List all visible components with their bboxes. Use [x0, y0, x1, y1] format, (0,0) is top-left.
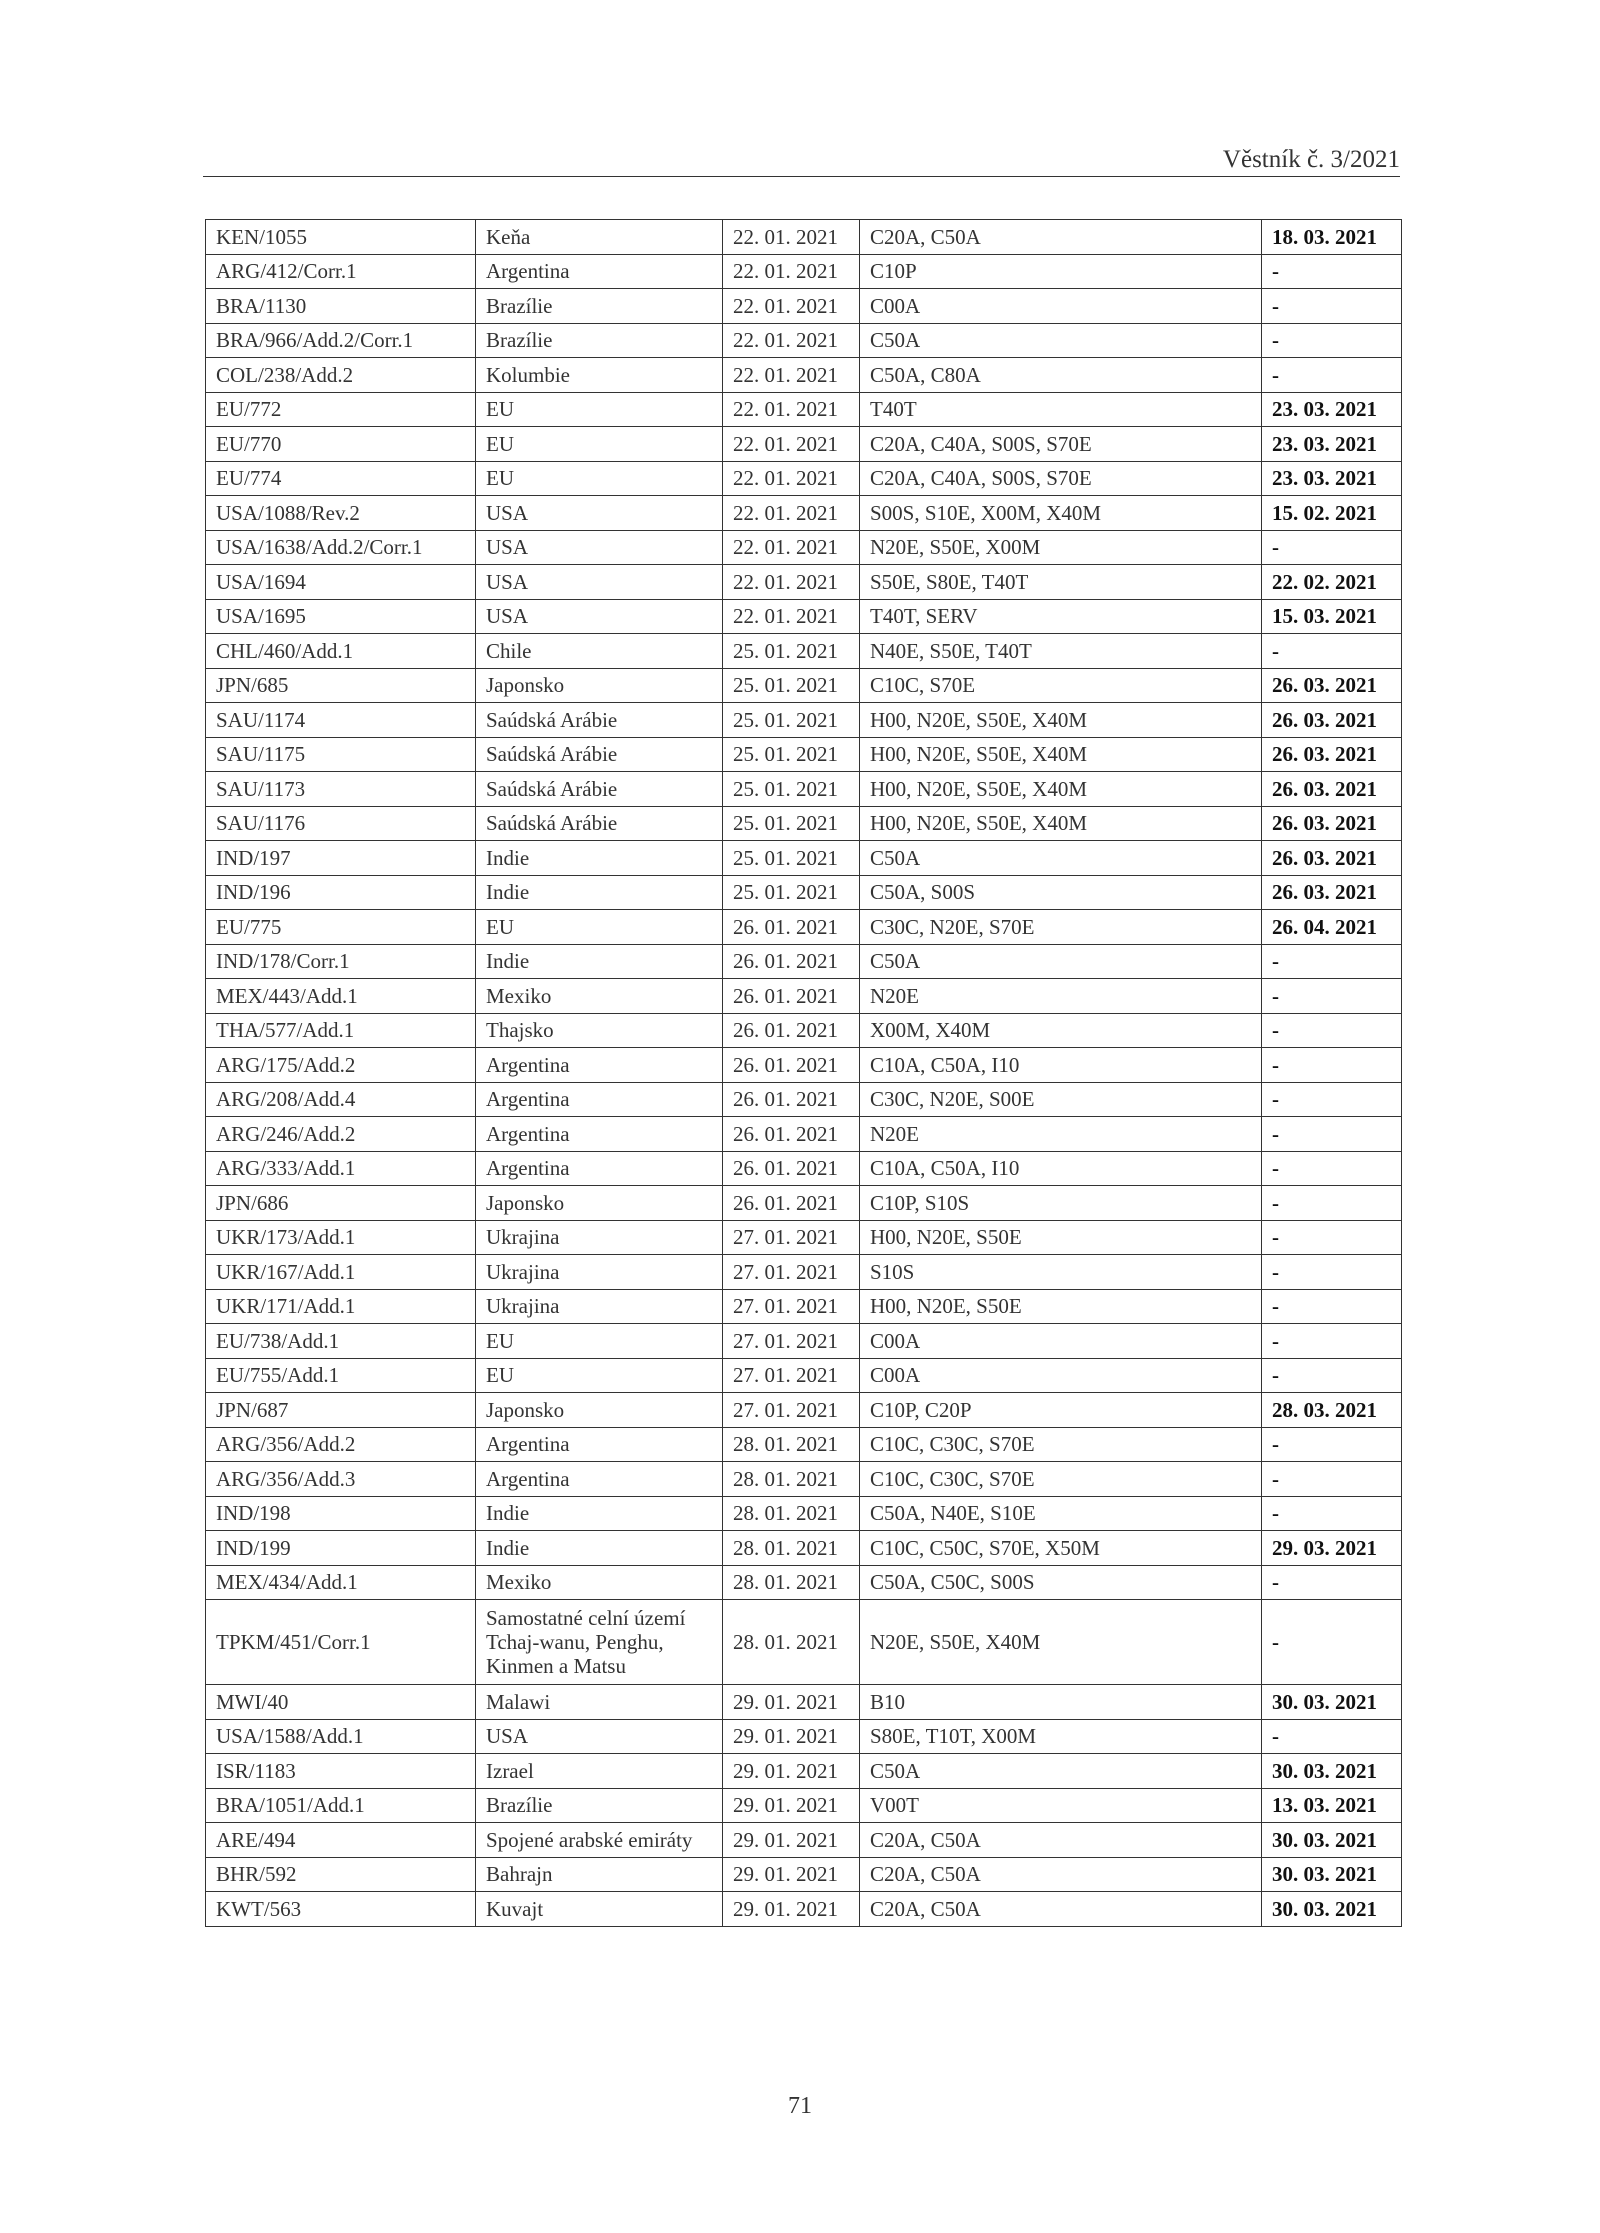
category-codes-cell: S80E, T10T, X00M [860, 1719, 1262, 1754]
table-row [206, 1531, 1402, 1566]
table-row [206, 1427, 1402, 1462]
deadline-cell: 26. 03. 2021 [1262, 875, 1402, 910]
country-cell: EU [476, 461, 723, 496]
category-codes-cell: C00A [860, 289, 1262, 324]
deadline-cell: - [1262, 1013, 1402, 1048]
deadline-cell: 23. 03. 2021 [1262, 461, 1402, 496]
table-row [206, 1892, 1402, 1927]
deadline-cell: - [1262, 1255, 1402, 1290]
country-cell: Saúdská Arábie [476, 806, 723, 841]
document-code-cell: THA/577/Add.1 [206, 1013, 476, 1048]
category-codes-cell: N40E, S50E, T40T [860, 634, 1262, 669]
table-row [206, 979, 1402, 1014]
country-cell: Malawi [476, 1685, 723, 1720]
deadline-cell: - [1262, 1565, 1402, 1600]
document-code-cell: ARG/175/Add.2 [206, 1048, 476, 1083]
table-row [206, 1082, 1402, 1117]
country-cell: EU [476, 392, 723, 427]
table-row [206, 1719, 1402, 1754]
document-code-cell: COL/238/Add.2 [206, 358, 476, 393]
table-row [206, 358, 1402, 393]
date-cell: 22. 01. 2021 [723, 599, 860, 634]
table-row [206, 1565, 1402, 1600]
document-code-cell: SAU/1176 [206, 806, 476, 841]
deadline-cell: 18. 03. 2021 [1262, 220, 1402, 255]
deadline-cell: - [1262, 1220, 1402, 1255]
country-cell: USA [476, 496, 723, 531]
date-cell: 25. 01. 2021 [723, 634, 860, 669]
document-code-cell: ARG/356/Add.3 [206, 1462, 476, 1497]
table-row [206, 1324, 1402, 1359]
country-cell: Indie [476, 944, 723, 979]
table-row [206, 1857, 1402, 1892]
category-codes-cell: N20E, S50E, X00M [860, 530, 1262, 565]
document-code-cell: IND/178/Corr.1 [206, 944, 476, 979]
table-row [206, 772, 1402, 807]
country-cell: Argentina [476, 254, 723, 289]
category-codes-cell: C50A, C50C, S00S [860, 1565, 1262, 1600]
category-codes-cell: C20A, C40A, S00S, S70E [860, 427, 1262, 462]
deadline-cell: 28. 03. 2021 [1262, 1393, 1402, 1428]
date-cell: 26. 01. 2021 [723, 944, 860, 979]
category-codes-cell: C20A, C50A [860, 1892, 1262, 1927]
table-row [206, 220, 1402, 255]
category-codes-cell: S50E, S80E, T40T [860, 565, 1262, 600]
document-code-cell: JPN/685 [206, 668, 476, 703]
document-code-cell: SAU/1174 [206, 703, 476, 738]
category-codes-cell: C00A [860, 1324, 1262, 1359]
category-codes-cell: C30C, N20E, S70E [860, 910, 1262, 945]
date-cell: 29. 01. 2021 [723, 1788, 860, 1823]
date-cell: 22. 01. 2021 [723, 220, 860, 255]
document-code-cell: EU/738/Add.1 [206, 1324, 476, 1359]
country-cell: Chile [476, 634, 723, 669]
country-cell: Bahrajn [476, 1857, 723, 1892]
table-row [206, 565, 1402, 600]
date-cell: 26. 01. 2021 [723, 1151, 860, 1186]
category-codes-cell: C10C, C50C, S70E, X50M [860, 1531, 1262, 1566]
date-cell: 27. 01. 2021 [723, 1393, 860, 1428]
date-cell: 22. 01. 2021 [723, 323, 860, 358]
table-row [206, 841, 1402, 876]
deadline-cell: 29. 03. 2021 [1262, 1531, 1402, 1566]
document-code-cell: KWT/563 [206, 1892, 476, 1927]
country-cell: Japonsko [476, 1186, 723, 1221]
table-row [206, 634, 1402, 669]
country-cell: Argentina [476, 1117, 723, 1152]
date-cell: 26. 01. 2021 [723, 1048, 860, 1083]
category-codes-cell: H00, N20E, S50E, X40M [860, 703, 1262, 738]
date-cell: 26. 01. 2021 [723, 1117, 860, 1152]
table-row [206, 1358, 1402, 1393]
country-cell: Saúdská Arábie [476, 737, 723, 772]
table-row [206, 1048, 1402, 1083]
country-cell: Saúdská Arábie [476, 703, 723, 738]
country-cell: EU [476, 1324, 723, 1359]
deadline-cell: - [1262, 323, 1402, 358]
country-cell: Saúdská Arábie [476, 772, 723, 807]
date-cell: 29. 01. 2021 [723, 1857, 860, 1892]
document-code-cell: BRA/966/Add.2/Corr.1 [206, 323, 476, 358]
country-cell: Argentina [476, 1082, 723, 1117]
deadline-cell: - [1262, 1289, 1402, 1324]
deadline-cell: 26. 03. 2021 [1262, 772, 1402, 807]
deadline-cell: 26. 03. 2021 [1262, 806, 1402, 841]
country-cell: USA [476, 565, 723, 600]
document-code-cell: KEN/1055 [206, 220, 476, 255]
table-row [206, 1117, 1402, 1152]
deadline-cell: 26. 03. 2021 [1262, 841, 1402, 876]
date-cell: 29. 01. 2021 [723, 1892, 860, 1927]
notification-table [205, 219, 1402, 1927]
category-codes-cell: C50A, C80A [860, 358, 1262, 393]
date-cell: 28. 01. 2021 [723, 1565, 860, 1600]
deadline-cell: 22. 02. 2021 [1262, 565, 1402, 600]
table-row [206, 668, 1402, 703]
country-cell: Indie [476, 875, 723, 910]
category-codes-cell: C10A, C50A, I10 [860, 1151, 1262, 1186]
country-cell: EU [476, 910, 723, 945]
document-code-cell: EU/770 [206, 427, 476, 462]
deadline-cell: - [1262, 530, 1402, 565]
document-code-cell: MEX/434/Add.1 [206, 1565, 476, 1600]
country-cell: Indie [476, 841, 723, 876]
page-header [203, 146, 1400, 177]
country-cell: Brazílie [476, 1788, 723, 1823]
deadline-cell: - [1262, 1427, 1402, 1462]
date-cell: 28. 01. 2021 [723, 1462, 860, 1497]
deadline-cell: 15. 02. 2021 [1262, 496, 1402, 531]
category-codes-cell: C10P [860, 254, 1262, 289]
date-cell: 29. 01. 2021 [723, 1823, 860, 1858]
document-code-cell: IND/197 [206, 841, 476, 876]
category-codes-cell: C50A [860, 1754, 1262, 1789]
table-row [206, 806, 1402, 841]
country-cell: Spojené arabské emiráty [476, 1823, 723, 1858]
country-cell: Indie [476, 1531, 723, 1566]
table-row [206, 1823, 1402, 1858]
category-codes-cell: T40T [860, 392, 1262, 427]
country-cell: Brazílie [476, 323, 723, 358]
date-cell: 25. 01. 2021 [723, 806, 860, 841]
document-code-cell: SAU/1173 [206, 772, 476, 807]
deadline-cell: - [1262, 1048, 1402, 1083]
deadline-cell: - [1262, 358, 1402, 393]
publication-title: Věstník č. 3/2021 [1222, 146, 1400, 173]
table-row [206, 427, 1402, 462]
page-number: 71 [788, 2093, 812, 2119]
category-codes-cell: S00S, S10E, X00M, X40M [860, 496, 1262, 531]
document-code-cell: BRA/1051/Add.1 [206, 1788, 476, 1823]
document-code-cell: UKR/173/Add.1 [206, 1220, 476, 1255]
country-cell: Ukrajina [476, 1255, 723, 1290]
table-row [206, 1220, 1402, 1255]
category-codes-cell: C50A [860, 841, 1262, 876]
category-codes-cell: N20E, S50E, X40M [860, 1600, 1262, 1685]
category-codes-cell: X00M, X40M [860, 1013, 1262, 1048]
deadline-cell: 15. 03. 2021 [1262, 599, 1402, 634]
country-cell: Ukrajina [476, 1220, 723, 1255]
document-code-cell: ARG/412/Corr.1 [206, 254, 476, 289]
date-cell: 25. 01. 2021 [723, 875, 860, 910]
document-code-cell: EU/775 [206, 910, 476, 945]
category-codes-cell: T40T, SERV [860, 599, 1262, 634]
table-row [206, 392, 1402, 427]
category-codes-cell: B10 [860, 1685, 1262, 1720]
country-cell: Indie [476, 1496, 723, 1531]
table-row [206, 1255, 1402, 1290]
date-cell: 26. 01. 2021 [723, 910, 860, 945]
table-row [206, 1013, 1402, 1048]
document-code-cell: IND/198 [206, 1496, 476, 1531]
document-code-cell: ISR/1183 [206, 1754, 476, 1789]
category-codes-cell: C30C, N20E, S00E [860, 1082, 1262, 1117]
table-row [206, 944, 1402, 979]
deadline-cell: 30. 03. 2021 [1262, 1685, 1402, 1720]
deadline-cell: - [1262, 979, 1402, 1014]
date-cell: 28. 01. 2021 [723, 1531, 860, 1566]
deadline-cell: 30. 03. 2021 [1262, 1823, 1402, 1858]
table-row [206, 1600, 1402, 1685]
table-body [206, 220, 1402, 1927]
deadline-cell: 23. 03. 2021 [1262, 392, 1402, 427]
country-cell: EU [476, 427, 723, 462]
country-cell: Argentina [476, 1151, 723, 1186]
country-cell: Mexiko [476, 979, 723, 1014]
date-cell: 22. 01. 2021 [723, 565, 860, 600]
date-cell: 26. 01. 2021 [723, 1186, 860, 1221]
deadline-cell: - [1262, 1719, 1402, 1754]
country-cell: Japonsko [476, 668, 723, 703]
table-row [206, 737, 1402, 772]
deadline-cell: - [1262, 634, 1402, 669]
date-cell: 27. 01. 2021 [723, 1220, 860, 1255]
country-cell: Keňa [476, 220, 723, 255]
document-code-cell: USA/1638/Add.2/Corr.1 [206, 530, 476, 565]
document-code-cell: CHL/460/Add.1 [206, 634, 476, 669]
deadline-cell: 13. 03. 2021 [1262, 1788, 1402, 1823]
document-code-cell: IND/196 [206, 875, 476, 910]
table-row [206, 910, 1402, 945]
date-cell: 27. 01. 2021 [723, 1289, 860, 1324]
document-code-cell: JPN/687 [206, 1393, 476, 1428]
date-cell: 22. 01. 2021 [723, 358, 860, 393]
document-code-cell: SAU/1175 [206, 737, 476, 772]
category-codes-cell: C10C, S70E [860, 668, 1262, 703]
date-cell: 29. 01. 2021 [723, 1685, 860, 1720]
document-code-cell: USA/1694 [206, 565, 476, 600]
table-row [206, 1151, 1402, 1186]
document-code-cell: ARE/494 [206, 1823, 476, 1858]
deadline-cell: - [1262, 289, 1402, 324]
category-codes-cell: H00, N20E, S50E, X40M [860, 737, 1262, 772]
deadline-cell: - [1262, 1324, 1402, 1359]
deadline-cell: - [1262, 1600, 1402, 1685]
category-codes-cell: H00, N20E, S50E, X40M [860, 772, 1262, 807]
country-cell: Samostatné celní území Tchaj-wanu, Penghu, Kinmen a Matsu [476, 1600, 723, 1685]
document-code-cell: JPN/686 [206, 1186, 476, 1221]
category-codes-cell: C50A, N40E, S10E [860, 1496, 1262, 1531]
deadline-cell: - [1262, 944, 1402, 979]
country-cell: Mexiko [476, 1565, 723, 1600]
deadline-cell: 26. 04. 2021 [1262, 910, 1402, 945]
category-codes-cell: V00T [860, 1788, 1262, 1823]
country-cell: Kolumbie [476, 358, 723, 393]
document-code-cell: EU/772 [206, 392, 476, 427]
date-cell: 22. 01. 2021 [723, 392, 860, 427]
date-cell: 22. 01. 2021 [723, 530, 860, 565]
date-cell: 29. 01. 2021 [723, 1719, 860, 1754]
category-codes-cell: H00, N20E, S50E [860, 1289, 1262, 1324]
category-codes-cell: H00, N20E, S50E [860, 1220, 1262, 1255]
deadline-cell: 26. 03. 2021 [1262, 703, 1402, 738]
document-code-cell: BHR/592 [206, 1857, 476, 1892]
deadline-cell: 30. 03. 2021 [1262, 1857, 1402, 1892]
document-code-cell: MWI/40 [206, 1685, 476, 1720]
country-cell: Thajsko [476, 1013, 723, 1048]
document-code-cell: ARG/208/Add.4 [206, 1082, 476, 1117]
date-cell: 25. 01. 2021 [723, 703, 860, 738]
country-cell: EU [476, 1358, 723, 1393]
document-code-cell: EU/774 [206, 461, 476, 496]
deadline-cell: 26. 03. 2021 [1262, 668, 1402, 703]
category-codes-cell: C50A, S00S [860, 875, 1262, 910]
category-codes-cell: C00A [860, 1358, 1262, 1393]
table-row [206, 1754, 1402, 1789]
country-cell: Argentina [476, 1048, 723, 1083]
document-code-cell: ARG/356/Add.2 [206, 1427, 476, 1462]
date-cell: 27. 01. 2021 [723, 1324, 860, 1359]
date-cell: 22. 01. 2021 [723, 289, 860, 324]
deadline-cell: 30. 03. 2021 [1262, 1892, 1402, 1927]
document-code-cell: MEX/443/Add.1 [206, 979, 476, 1014]
deadline-cell: - [1262, 1082, 1402, 1117]
table-row [206, 875, 1402, 910]
document-code-cell: BRA/1130 [206, 289, 476, 324]
date-cell: 25. 01. 2021 [723, 841, 860, 876]
category-codes-cell: H00, N20E, S50E, X40M [860, 806, 1262, 841]
table-row [206, 461, 1402, 496]
date-cell: 26. 01. 2021 [723, 979, 860, 1014]
country-cell: Japonsko [476, 1393, 723, 1428]
date-cell: 25. 01. 2021 [723, 772, 860, 807]
category-codes-cell: C20A, C50A [860, 1823, 1262, 1858]
table-row [206, 1289, 1402, 1324]
date-cell: 22. 01. 2021 [723, 461, 860, 496]
category-codes-cell: C50A [860, 323, 1262, 358]
document-code-cell: USA/1088/Rev.2 [206, 496, 476, 531]
date-cell: 27. 01. 2021 [723, 1358, 860, 1393]
date-cell: 28. 01. 2021 [723, 1600, 860, 1685]
deadline-cell: - [1262, 254, 1402, 289]
date-cell: 25. 01. 2021 [723, 737, 860, 772]
table-row [206, 703, 1402, 738]
table-row [206, 289, 1402, 324]
date-cell: 26. 01. 2021 [723, 1082, 860, 1117]
category-codes-cell: C10C, C30C, S70E [860, 1462, 1262, 1497]
category-codes-cell: C10P, S10S [860, 1186, 1262, 1221]
document-code-cell: UKR/167/Add.1 [206, 1255, 476, 1290]
document-code-cell: USA/1588/Add.1 [206, 1719, 476, 1754]
table-row [206, 496, 1402, 531]
table-row [206, 1462, 1402, 1497]
deadline-cell: 26. 03. 2021 [1262, 737, 1402, 772]
date-cell: 25. 01. 2021 [723, 668, 860, 703]
document-code-cell: USA/1695 [206, 599, 476, 634]
document-code-cell: TPKM/451/Corr.1 [206, 1600, 476, 1685]
table-row [206, 1186, 1402, 1221]
deadline-cell: - [1262, 1462, 1402, 1497]
country-cell: Argentina [476, 1462, 723, 1497]
date-cell: 22. 01. 2021 [723, 254, 860, 289]
table-row [206, 254, 1402, 289]
category-codes-cell: C20A, C50A [860, 1857, 1262, 1892]
date-cell: 22. 01. 2021 [723, 496, 860, 531]
document-code-cell: IND/199 [206, 1531, 476, 1566]
category-codes-cell: C10P, C20P [860, 1393, 1262, 1428]
country-cell: USA [476, 599, 723, 634]
category-codes-cell: C10C, C30C, S70E [860, 1427, 1262, 1462]
country-cell: Ukrajina [476, 1289, 723, 1324]
table-row [206, 530, 1402, 565]
document-code-cell: ARG/333/Add.1 [206, 1151, 476, 1186]
date-cell: 26. 01. 2021 [723, 1013, 860, 1048]
date-cell: 28. 01. 2021 [723, 1427, 860, 1462]
country-cell: Argentina [476, 1427, 723, 1462]
deadline-cell: - [1262, 1496, 1402, 1531]
category-codes-cell: C20A, C40A, S00S, S70E [860, 461, 1262, 496]
deadline-cell: - [1262, 1151, 1402, 1186]
country-cell: Kuvajt [476, 1892, 723, 1927]
category-codes-cell: C10A, C50A, I10 [860, 1048, 1262, 1083]
table-row [206, 1496, 1402, 1531]
country-cell: USA [476, 1719, 723, 1754]
deadline-cell: 30. 03. 2021 [1262, 1754, 1402, 1789]
date-cell: 22. 01. 2021 [723, 427, 860, 462]
country-cell: Brazílie [476, 289, 723, 324]
country-cell: USA [476, 530, 723, 565]
country-cell: Izrael [476, 1754, 723, 1789]
category-codes-cell: N20E [860, 979, 1262, 1014]
deadline-cell: - [1262, 1117, 1402, 1152]
deadline-cell: 23. 03. 2021 [1262, 427, 1402, 462]
category-codes-cell: C50A [860, 944, 1262, 979]
table-row [206, 1393, 1402, 1428]
document-code-cell: UKR/171/Add.1 [206, 1289, 476, 1324]
date-cell: 28. 01. 2021 [723, 1496, 860, 1531]
category-codes-cell: C20A, C50A [860, 220, 1262, 255]
document-code-cell: EU/755/Add.1 [206, 1358, 476, 1393]
document-code-cell: ARG/246/Add.2 [206, 1117, 476, 1152]
deadline-cell: - [1262, 1358, 1402, 1393]
category-codes-cell: S10S [860, 1255, 1262, 1290]
date-cell: 27. 01. 2021 [723, 1255, 860, 1290]
category-codes-cell: N20E [860, 1117, 1262, 1152]
table-row [206, 1788, 1402, 1823]
table-row [206, 1685, 1402, 1720]
deadline-cell: - [1262, 1186, 1402, 1221]
table-row [206, 323, 1402, 358]
table-row [206, 599, 1402, 634]
date-cell: 29. 01. 2021 [723, 1754, 860, 1789]
